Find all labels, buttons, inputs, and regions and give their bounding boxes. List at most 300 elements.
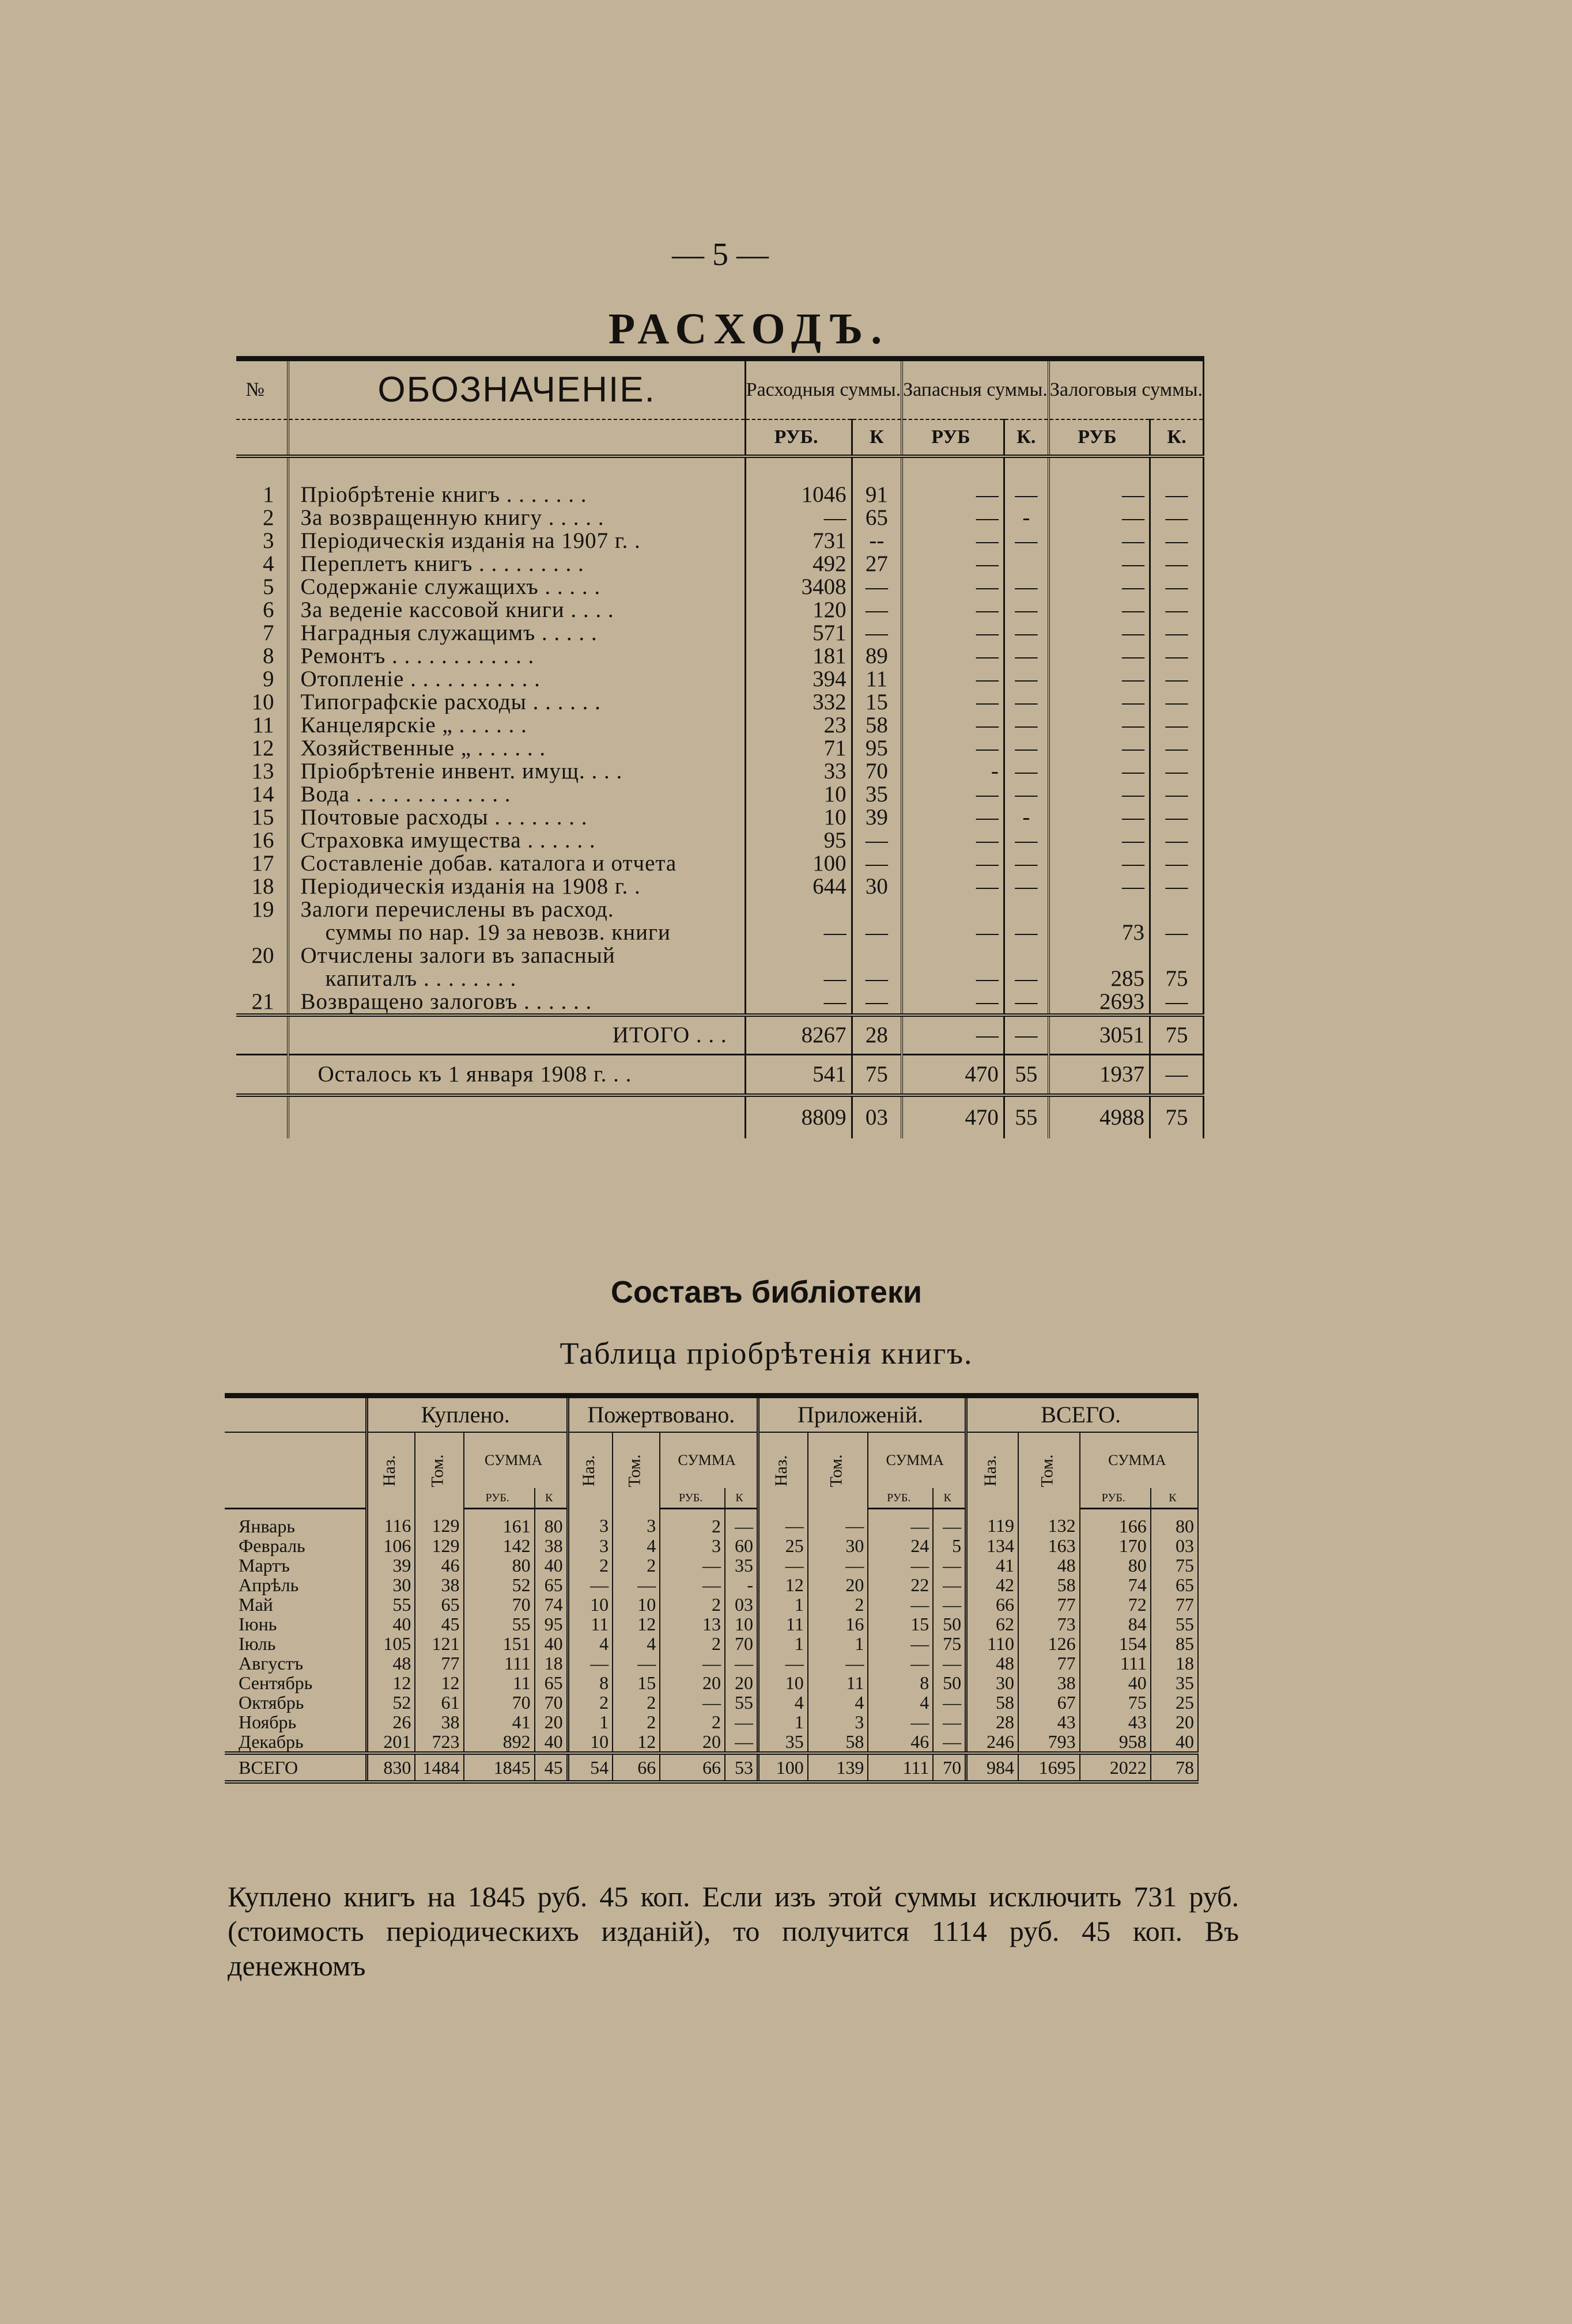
- row-description: Пріобрѣтеніе инвент. имущ. . . .: [288, 760, 746, 783]
- book-count-cell: 16: [808, 1614, 868, 1634]
- amount-cell: —: [1150, 714, 1204, 737]
- month-label: ВСЕГО: [225, 1753, 366, 1782]
- book-count-cell: 03: [725, 1595, 758, 1614]
- book-count-cell: 139: [808, 1753, 868, 1782]
- sum-column-header: СУММА: [868, 1432, 966, 1488]
- amount-cell: —: [1004, 483, 1049, 506]
- amount-cell: —: [902, 829, 1004, 852]
- month-row: [225, 1509, 1198, 1536]
- book-count-cell: 70: [464, 1595, 535, 1614]
- book-count-cell: 10: [613, 1595, 660, 1614]
- amount-cell: -: [1004, 506, 1049, 529]
- book-count-cell: 55: [1151, 1614, 1198, 1634]
- unit-kop: К: [1151, 1488, 1198, 1509]
- amount-cell: —: [1004, 529, 1049, 552]
- book-count-cell: 11: [568, 1614, 613, 1634]
- book-count-cell: 12: [758, 1575, 808, 1595]
- book-count-cell: 35: [725, 1555, 758, 1575]
- book-count-cell: 80: [464, 1555, 535, 1575]
- book-count-cell: 1695: [1018, 1753, 1080, 1782]
- row-number: 8: [236, 645, 288, 668]
- amount-cell: [745, 898, 852, 921]
- unit-kop: К: [725, 1488, 758, 1509]
- book-count-cell: 50: [933, 1673, 966, 1693]
- row-number: 10: [236, 691, 288, 714]
- book-count-cell: 10: [568, 1595, 613, 1614]
- amount-cell: 394: [745, 668, 852, 691]
- amount-cell: —: [902, 852, 1004, 875]
- total-cell: 75: [1150, 1015, 1204, 1055]
- unit-rub: РУБ.: [745, 419, 852, 456]
- row-description: Вода . . . . . . . . . . . . .: [288, 783, 746, 806]
- page-number: — 5 —: [672, 237, 769, 272]
- amount-cell: —: [1049, 668, 1150, 691]
- book-count-cell: —: [933, 1509, 966, 1536]
- expense-row: [236, 506, 1204, 529]
- book-count-cell: 129: [415, 1536, 463, 1555]
- month-label: Мартъ: [225, 1555, 366, 1575]
- row-number: 21: [236, 990, 288, 1015]
- book-count-cell: 45: [415, 1614, 463, 1634]
- amount-cell: 73: [1049, 921, 1150, 944]
- row-number: 7: [236, 622, 288, 645]
- book-count-cell: 26: [366, 1712, 415, 1732]
- amount-cell: 285: [1049, 967, 1150, 990]
- expense-table: [236, 356, 1204, 1138]
- book-count-cell: 03: [1151, 1536, 1198, 1555]
- amount-cell: —: [852, 622, 902, 645]
- unit-rub: РУБ: [1049, 419, 1150, 456]
- row-description: Періодическія изданія на 1907 г. .: [288, 529, 746, 552]
- amount-cell: —: [1150, 645, 1204, 668]
- book-count-cell: 35: [1151, 1673, 1198, 1693]
- amount-cell: —: [1049, 622, 1150, 645]
- amount-cell: —: [1049, 645, 1150, 668]
- amount-cell: —: [852, 990, 902, 1015]
- book-count-cell: 958: [1080, 1732, 1151, 1753]
- amount-cell: —: [902, 529, 1004, 552]
- amount-cell: 571: [745, 622, 852, 645]
- book-count-cell: 4: [868, 1693, 933, 1712]
- remainder-cell: 75: [852, 1055, 902, 1096]
- book-count-cell: 111: [1080, 1653, 1151, 1673]
- book-count-cell: 48: [366, 1653, 415, 1673]
- expense-row: [236, 806, 1204, 829]
- book-count-cell: 116: [366, 1509, 415, 1536]
- volumes-column-header-text: Том.: [428, 1454, 447, 1487]
- book-count-cell: 1: [758, 1712, 808, 1732]
- book-count-cell: 163: [1018, 1536, 1080, 1555]
- book-count-cell: 70: [933, 1753, 966, 1782]
- amount-cell: —: [1049, 506, 1150, 529]
- month-label: Сентябрь: [225, 1673, 366, 1693]
- book-acquisition-table: [225, 1393, 1199, 1784]
- book-count-cell: 74: [1080, 1575, 1151, 1595]
- book-count-cell: 77: [1018, 1595, 1080, 1614]
- titles-column-header-text: Наз.: [579, 1455, 598, 1486]
- month-row: [225, 1595, 1198, 1614]
- amount-cell: —: [902, 806, 1004, 829]
- sum-column-header: СУММА: [464, 1432, 568, 1488]
- expense-row: [236, 576, 1204, 599]
- amount-cell: [852, 898, 902, 921]
- book-count-cell: —: [725, 1509, 758, 1536]
- amount-cell: —: [852, 921, 902, 944]
- book-count-cell: 12: [415, 1673, 463, 1693]
- row-number: 11: [236, 714, 288, 737]
- book-count-cell: —: [758, 1653, 808, 1673]
- book-count-cell: 38: [535, 1536, 568, 1555]
- book-count-cell: 4: [613, 1536, 660, 1555]
- book-count-cell: 129: [415, 1509, 463, 1536]
- book-count-cell: 30: [366, 1575, 415, 1595]
- titles-column-header: [568, 1432, 613, 1509]
- amount-cell: 644: [745, 875, 852, 898]
- amount-cell: —: [1049, 737, 1150, 760]
- book-count-cell: 46: [415, 1555, 463, 1575]
- book-count-cell: 2: [613, 1693, 660, 1712]
- row-number: 6: [236, 599, 288, 622]
- month-label: Іюнь: [225, 1614, 366, 1634]
- book-count-cell: 48: [1018, 1555, 1080, 1575]
- book-count-cell: 40: [535, 1732, 568, 1753]
- amount-cell: —: [1004, 852, 1049, 875]
- book-count-cell: 154: [1080, 1634, 1151, 1653]
- book-count-cell: 723: [415, 1732, 463, 1753]
- book-count-cell: 126: [1018, 1634, 1080, 1653]
- book-count-cell: 75: [1080, 1693, 1151, 1712]
- expense-row: [236, 622, 1204, 645]
- number-column-header: №: [236, 359, 288, 420]
- row-number: 4: [236, 552, 288, 576]
- book-count-cell: 3: [613, 1509, 660, 1536]
- books-column-row: [225, 1432, 1198, 1488]
- amount-cell: 65: [852, 506, 902, 529]
- amount-cell: [1004, 552, 1049, 576]
- row-description: За возвращенную книгу . . . . .: [288, 506, 746, 529]
- book-count-cell: 25: [758, 1536, 808, 1555]
- book-count-cell: 62: [966, 1614, 1018, 1634]
- month-label: Декабрь: [225, 1732, 366, 1753]
- amount-cell: [1004, 898, 1049, 921]
- expense-sums-header: Расходныя суммы.: [745, 359, 902, 420]
- unit-rub: РУБ.: [464, 1488, 535, 1509]
- book-count-cell: 70: [535, 1693, 568, 1712]
- book-count-cell: 38: [415, 1712, 463, 1732]
- book-count-cell: 45: [535, 1753, 568, 1782]
- book-count-cell: 119: [966, 1509, 1018, 1536]
- grand-total-cell: 8809: [745, 1095, 852, 1138]
- amount-cell: --: [852, 529, 902, 552]
- book-count-cell: 40: [535, 1555, 568, 1575]
- amount-cell: 10: [745, 806, 852, 829]
- book-count-cell: 1845: [464, 1753, 535, 1782]
- book-count-cell: 166: [1080, 1509, 1151, 1536]
- sum-column-header: СУММА: [660, 1432, 758, 1488]
- amount-cell: —: [1049, 483, 1150, 506]
- book-count-cell: 72: [1080, 1595, 1151, 1614]
- row-description: Пріобрѣтеніе книгъ . . . . . . .: [288, 483, 746, 506]
- amount-cell: [1049, 898, 1150, 921]
- expense-grand-total-row: [236, 1095, 1204, 1138]
- book-count-cell: 142: [464, 1536, 535, 1555]
- amount-cell: 95: [852, 737, 902, 760]
- unit-kop: К.: [1150, 419, 1204, 456]
- amount-cell: —: [1150, 737, 1204, 760]
- amount-cell: —: [902, 576, 1004, 599]
- amount-cell: —: [1004, 875, 1049, 898]
- book-count-cell: 2: [660, 1634, 725, 1653]
- total-cell: 28: [852, 1015, 902, 1055]
- book-count-cell: 11: [758, 1614, 808, 1634]
- expense-row: [236, 921, 1204, 944]
- amount-cell: [745, 944, 852, 967]
- book-count-cell: —: [568, 1653, 613, 1673]
- expense-row: [236, 990, 1204, 1015]
- remainder-cell: 541: [745, 1055, 852, 1096]
- book-count-cell: —: [758, 1555, 808, 1575]
- amount-cell: —: [1049, 760, 1150, 783]
- amount-cell: —: [902, 552, 1004, 576]
- row-number: 2: [236, 506, 288, 529]
- row-number: 17: [236, 852, 288, 875]
- book-count-cell: 20: [535, 1712, 568, 1732]
- amount-cell: —: [1004, 921, 1049, 944]
- row-description: Канцелярскіе „ . . . . . .: [288, 714, 746, 737]
- amount-cell: 75: [1150, 967, 1204, 990]
- book-count-cell: 2022: [1080, 1753, 1151, 1782]
- amount-cell: —: [852, 967, 902, 990]
- row-description: Типографскіе расходы . . . . . .: [288, 691, 746, 714]
- book-count-cell: 78: [1151, 1753, 1198, 1782]
- book-count-cell: 67: [1018, 1693, 1080, 1712]
- unit-kop: К: [535, 1488, 568, 1509]
- book-count-cell: 105: [366, 1634, 415, 1653]
- unit-rub: РУБ.: [660, 1488, 725, 1509]
- book-count-cell: 830: [366, 1753, 415, 1782]
- book-count-cell: 3: [660, 1536, 725, 1555]
- amount-cell: —: [902, 990, 1004, 1015]
- amount-cell: 30: [852, 875, 902, 898]
- book-count-cell: 4: [808, 1693, 868, 1712]
- row-description: За веденіе кассовой книги . . . .: [288, 599, 746, 622]
- book-count-cell: 161: [464, 1509, 535, 1536]
- book-count-cell: —: [613, 1653, 660, 1673]
- book-count-cell: 20: [660, 1732, 725, 1753]
- amount-cell: 10: [745, 783, 852, 806]
- book-count-cell: 40: [1151, 1732, 1198, 1753]
- amount-cell: [902, 944, 1004, 967]
- amount-cell: —: [1049, 599, 1150, 622]
- amount-cell: —: [1049, 552, 1150, 576]
- row-number: 14: [236, 783, 288, 806]
- book-count-cell: 80: [535, 1509, 568, 1536]
- row-description: Возвращено залоговъ . . . . . .: [288, 990, 746, 1015]
- row-number: 5: [236, 576, 288, 599]
- amount-cell: 492: [745, 552, 852, 576]
- row-number: 16: [236, 829, 288, 852]
- month-row: [225, 1536, 1198, 1555]
- expense-row: [236, 552, 1204, 576]
- book-count-cell: —: [613, 1575, 660, 1595]
- book-count-cell: 58: [966, 1693, 1018, 1712]
- book-count-cell: 121: [415, 1634, 463, 1653]
- amount-cell: -: [902, 760, 1004, 783]
- row-number: 15: [236, 806, 288, 829]
- amount-cell: —: [852, 576, 902, 599]
- amount-cell: —: [745, 967, 852, 990]
- book-count-cell: —: [933, 1653, 966, 1673]
- reserve-sums-header: Запасныя суммы.: [902, 359, 1049, 420]
- book-count-cell: 11: [808, 1673, 868, 1693]
- grand-total-cell: 4988: [1049, 1095, 1150, 1138]
- amount-cell: 11: [852, 668, 902, 691]
- expense-row: [236, 944, 1204, 967]
- amount-cell: 1046: [745, 483, 852, 506]
- amount-cell: 100: [745, 852, 852, 875]
- book-count-cell: 54: [568, 1753, 613, 1782]
- amount-cell: 58: [852, 714, 902, 737]
- book-count-cell: —: [933, 1712, 966, 1732]
- books-total-row: [225, 1753, 1198, 1782]
- book-count-cell: 35: [758, 1732, 808, 1753]
- expense-row: [236, 483, 1204, 506]
- row-description: Переплетъ книгъ . . . . . . . . .: [288, 552, 746, 576]
- expense-row: [236, 529, 1204, 552]
- grand-total-cell: 03: [852, 1095, 902, 1138]
- expense-row: [236, 875, 1204, 898]
- expense-row: [236, 645, 1204, 668]
- book-count-cell: 10: [725, 1614, 758, 1634]
- amount-cell: —: [1150, 783, 1204, 806]
- book-count-cell: 39: [366, 1555, 415, 1575]
- amount-cell: —: [902, 875, 1004, 898]
- expense-row: [236, 760, 1204, 783]
- book-count-cell: 15: [868, 1614, 933, 1634]
- amount-cell: 332: [745, 691, 852, 714]
- amount-cell: —: [1049, 875, 1150, 898]
- row-number: 3: [236, 529, 288, 552]
- amount-cell: 89: [852, 645, 902, 668]
- amount-cell: 71: [745, 737, 852, 760]
- row-description: Отчислены залоги въ запасный: [288, 944, 746, 967]
- book-count-cell: 75: [933, 1634, 966, 1653]
- remainder-cell: 1937: [1049, 1055, 1150, 1096]
- amount-cell: 15: [852, 691, 902, 714]
- amount-cell: —: [745, 921, 852, 944]
- amount-cell: —: [1004, 990, 1049, 1015]
- book-count-cell: 66: [966, 1595, 1018, 1614]
- amount-cell: —: [1049, 852, 1150, 875]
- amount-cell: —: [1150, 552, 1204, 576]
- amount-cell: 70: [852, 760, 902, 783]
- book-count-cell: —: [933, 1595, 966, 1614]
- book-count-cell: —: [868, 1509, 933, 1536]
- book-count-cell: 52: [366, 1693, 415, 1712]
- row-number: 20: [236, 944, 288, 967]
- book-count-cell: 132: [1018, 1509, 1080, 1536]
- group-donated: Пожертвовано.: [568, 1396, 758, 1433]
- book-count-cell: 1: [808, 1634, 868, 1653]
- sum-column-header: СУММА: [1080, 1432, 1198, 1488]
- remainder-cell: 55: [1004, 1055, 1049, 1096]
- composition-title: Составъ библіотеки: [610, 1275, 923, 1309]
- book-count-cell: 151: [464, 1634, 535, 1653]
- row-number: 19: [236, 898, 288, 921]
- closing-paragraph: Куплено книгъ на 1845 руб. 45 коп. Если изъ этой суммы исключить 731 руб. (стоимость періодическихъ изданій), то получится 1114 руб. 45 коп. Въ денежномъ: [228, 1880, 1239, 1982]
- row-description: Наградныя служащимъ . . . . .: [288, 622, 746, 645]
- book-count-cell: 201: [366, 1732, 415, 1753]
- book-count-cell: 8: [868, 1673, 933, 1693]
- amount-cell: 731: [745, 529, 852, 552]
- group-bought: Куплено.: [366, 1396, 568, 1433]
- month-row: [225, 1673, 1198, 1693]
- amount-cell: —: [902, 967, 1004, 990]
- group-total: ВСЕГО.: [966, 1396, 1198, 1433]
- book-count-cell: 40: [366, 1614, 415, 1634]
- book-count-cell: 4: [568, 1634, 613, 1653]
- amount-cell: 23: [745, 714, 852, 737]
- book-count-cell: 20: [1151, 1712, 1198, 1732]
- book-count-cell: 60: [725, 1536, 758, 1555]
- amount-cell: —: [1049, 714, 1150, 737]
- volumes-column-header: [415, 1432, 463, 1509]
- row-number: 13: [236, 760, 288, 783]
- book-count-cell: 2: [568, 1693, 613, 1712]
- book-count-cell: 2: [660, 1712, 725, 1732]
- book-count-cell: 20: [660, 1673, 725, 1693]
- book-count-cell: 111: [464, 1653, 535, 1673]
- amount-cell: —: [1150, 852, 1204, 875]
- amount-cell: —: [902, 622, 1004, 645]
- amount-cell: —: [1150, 990, 1204, 1015]
- expense-heading: РАСХОДЪ.: [608, 305, 890, 353]
- book-count-cell: —: [808, 1509, 868, 1536]
- book-count-cell: 18: [1151, 1653, 1198, 1673]
- row-number: 12: [236, 737, 288, 760]
- expense-row: [236, 898, 1204, 921]
- expense-row: [236, 852, 1204, 875]
- titles-column-header: [966, 1432, 1018, 1509]
- expense-row: [236, 714, 1204, 737]
- book-count-cell: 55: [464, 1614, 535, 1634]
- unit-rub: РУБ.: [1080, 1488, 1151, 1509]
- row-number: 18: [236, 875, 288, 898]
- book-count-cell: 5: [933, 1536, 966, 1555]
- book-count-cell: 2: [808, 1595, 868, 1614]
- book-count-cell: 11: [464, 1673, 535, 1693]
- month-row: [225, 1634, 1198, 1653]
- expense-row: [236, 691, 1204, 714]
- titles-column-header: [366, 1432, 415, 1509]
- book-count-cell: 77: [1151, 1595, 1198, 1614]
- amount-cell: [902, 898, 1004, 921]
- book-count-cell: 3: [808, 1712, 868, 1732]
- book-count-cell: 58: [1018, 1575, 1080, 1595]
- titles-column-header: [758, 1432, 808, 1509]
- amount-cell: —: [902, 737, 1004, 760]
- grand-total-cell: 75: [1150, 1095, 1204, 1138]
- book-count-cell: 95: [535, 1614, 568, 1634]
- remainder-label: Осталось къ 1 января 1908 г. . .: [288, 1055, 746, 1096]
- row-number: [236, 921, 288, 944]
- book-count-cell: 2: [568, 1555, 613, 1575]
- book-count-cell: —: [933, 1555, 966, 1575]
- amount-cell: —: [902, 645, 1004, 668]
- total-cell: —: [902, 1015, 1004, 1055]
- amount-cell: 95: [745, 829, 852, 852]
- book-count-cell: 4: [613, 1634, 660, 1653]
